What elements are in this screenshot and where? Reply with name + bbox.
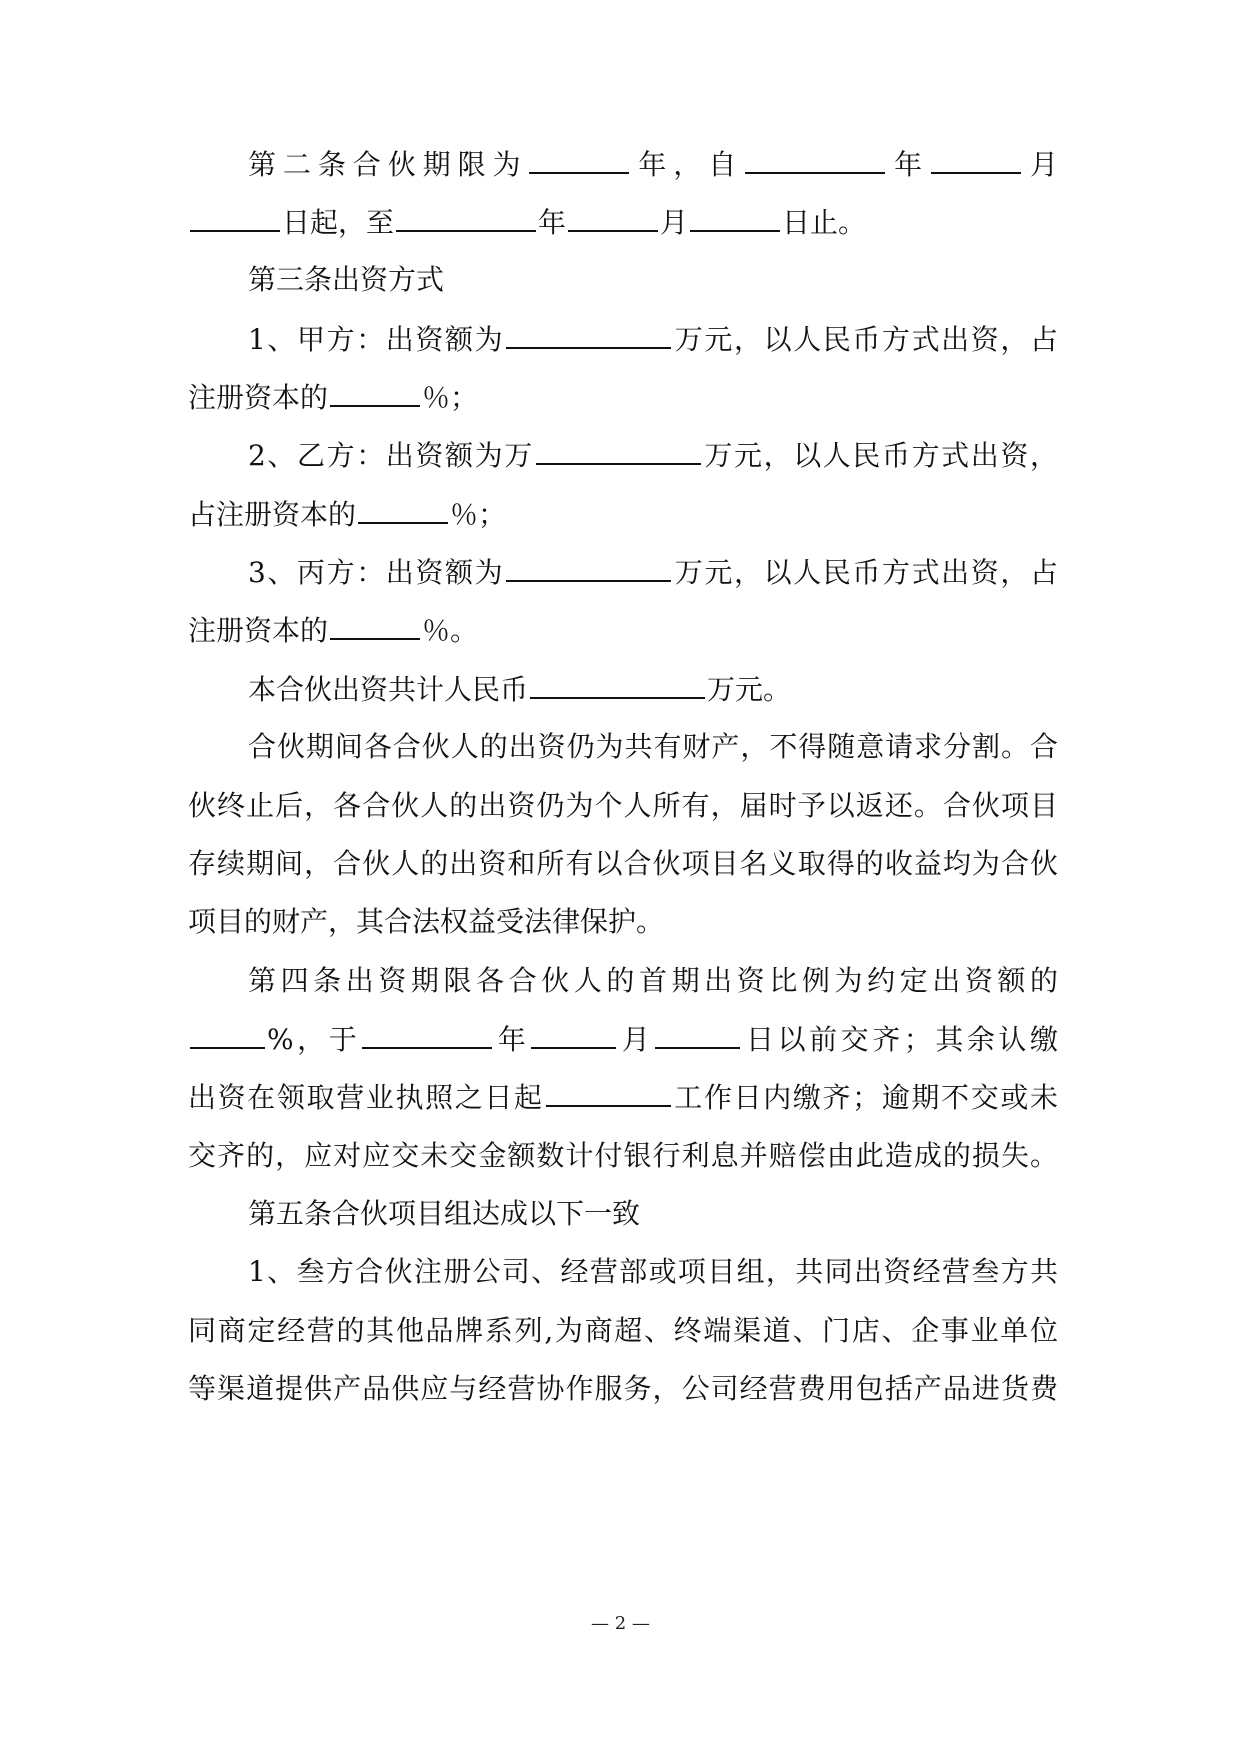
blank-start-year — [745, 144, 885, 174]
text: 占注册资本的 — [188, 498, 357, 531]
text: 2、乙方：出资额为万 — [248, 439, 534, 472]
text: 伙终止后，各合伙人的出资仍为个人所有，届时予以返还。合伙项目 — [188, 789, 1058, 822]
text: 第五条合伙项目组达成以下一致 — [248, 1197, 641, 1230]
text: 合伙期间各合伙人的出资仍为共有财产，不得随意请求分割。合 — [248, 730, 1058, 763]
page-number: — 2 — — [591, 1613, 650, 1634]
text: 1、甲方：出资额为 — [248, 323, 505, 356]
paragraph-line — [188, 786, 1058, 826]
blank-percent — [330, 610, 420, 640]
text: 等渠道提供产品供应与经营协作服务，公司经营费用包括产品进货费 — [188, 1372, 1058, 1405]
text: 工作日内缴齐；逾期不交或未 — [672, 1081, 1058, 1114]
text: 交齐的，应对应交未交金额数计付银行利息并赔偿由此造成的损失。 — [188, 1139, 1058, 1172]
text: 万元，以人民币方式出资，占 — [673, 556, 1058, 589]
blank-total — [530, 669, 705, 699]
text: 第三条出资方式 — [248, 263, 445, 296]
text: 第四条出资期限各合伙人的首期出资比例为约定出资额的 — [248, 964, 1058, 997]
blank-start-month — [931, 144, 1021, 174]
paragraph-line — [188, 902, 1058, 942]
blank-end-day — [690, 202, 780, 232]
blank-day — [655, 1019, 740, 1049]
text: 同商定经营的其他品牌系列,为商超、终端渠道、门店、企事业单位 — [188, 1314, 1058, 1347]
text: 万元。 — [707, 673, 792, 706]
text: 万元，以人民币方式出资，占 — [673, 323, 1058, 356]
party-c-line-2 — [188, 610, 1058, 651]
blank-days — [546, 1077, 671, 1107]
article-4-line-4 — [188, 1136, 1058, 1176]
paragraph-line — [188, 1369, 1058, 1409]
blank-years — [529, 144, 629, 174]
party-b-line-1 — [248, 435, 1058, 476]
text: 日以前交齐；其余认缴 — [742, 1023, 1058, 1056]
text: 存续期间，合伙人的出资和所有以合伙项目名义取得的收益均为合伙 — [188, 847, 1058, 880]
party-a-line-1 — [248, 319, 1058, 360]
text: 第二条合伙期限为 — [248, 148, 528, 181]
blank-month — [531, 1019, 616, 1049]
party-a-line-2 — [188, 377, 1058, 418]
text: 月 — [618, 1023, 654, 1056]
text: 年，自 — [631, 148, 744, 181]
article-4-line-2 — [188, 1019, 1058, 1060]
text: ％。 — [422, 614, 479, 647]
party-b-line-2 — [188, 494, 1058, 535]
blank-percent — [190, 1019, 265, 1049]
text: 月 — [660, 206, 689, 239]
article-5-heading — [248, 1194, 1058, 1234]
text: 本合伙出资共计人民币 — [248, 673, 529, 706]
text: 年 — [538, 206, 567, 239]
paragraph-line — [248, 1252, 1058, 1292]
text: 万元，以人民币方式出资， — [702, 439, 1058, 472]
blank-amount — [506, 319, 671, 349]
text: 出资在领取营业执照之日起 — [188, 1081, 544, 1114]
text: 年 — [887, 148, 930, 181]
blank-amount — [506, 552, 671, 582]
blank-percent — [358, 494, 448, 524]
paragraph-line — [188, 1311, 1058, 1351]
blank-amount — [536, 435, 701, 465]
text: 3、丙方：出资额为 — [248, 556, 505, 589]
text: 注册资本的 — [188, 614, 329, 647]
text: 日起，至 — [282, 206, 395, 239]
article-4-line-1 — [248, 961, 1058, 1001]
text: 项目的财产，其合法权益受法律保护。 — [188, 905, 665, 938]
total-capital-line — [248, 669, 1058, 710]
paragraph-line — [188, 844, 1058, 884]
paragraph-line — [248, 727, 1058, 767]
article-4-line-3 — [188, 1077, 1058, 1118]
article-2-line-1 — [248, 144, 1058, 185]
blank-end-year — [396, 202, 536, 232]
text: 月 — [1023, 148, 1058, 181]
blank-percent — [330, 377, 420, 407]
party-c-line-1 — [248, 552, 1058, 593]
text: 1、叁方合伙注册公司、经营部或项目组，共同出资经营叁方共 — [248, 1255, 1058, 1288]
article-3-heading — [248, 260, 1058, 300]
text: 年 — [494, 1023, 530, 1056]
text: %，于 — [267, 1023, 361, 1056]
blank-start-day — [190, 202, 280, 232]
text: 日止。 — [782, 206, 867, 239]
blank-end-month — [568, 202, 658, 232]
text: ％； — [450, 498, 507, 531]
blank-year — [362, 1019, 492, 1049]
text: 注册资本的 — [188, 381, 329, 414]
article-2-line-2 — [188, 202, 1058, 243]
text: ％； — [422, 381, 479, 414]
